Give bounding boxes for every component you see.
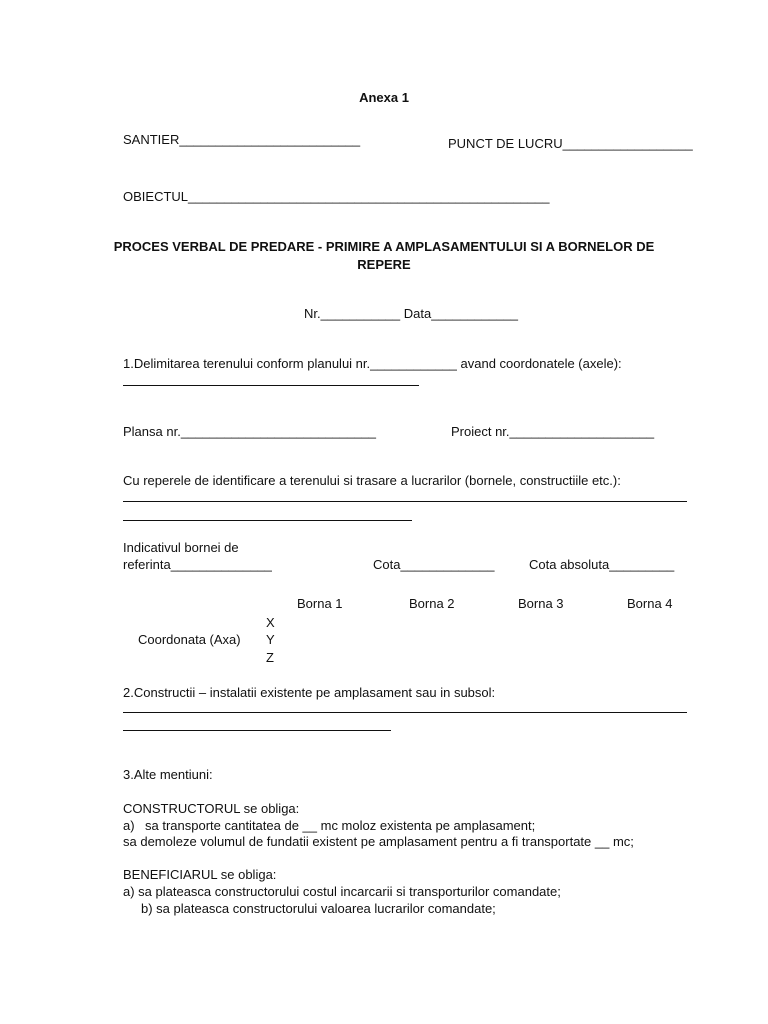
santier-field: SANTIER_________________________ <box>123 132 361 147</box>
axis-x-label: X <box>266 615 275 630</box>
nr-data-field: Nr.___________ Data____________ <box>304 306 518 321</box>
section-3-text: 3.Alte mentiuni: <box>123 767 213 782</box>
beneficiar-item-b: b) sa plateasca constructorului valoarea lucrarilor comandate; <box>141 901 496 916</box>
borna-4-header: Borna 4 <box>627 596 673 611</box>
section-2-blank-line-2 <box>123 730 391 731</box>
obiectul-field: OBIECTUL__________________________________________________ <box>123 189 550 204</box>
cota-field: Cota_____________ <box>373 557 495 572</box>
plansa-field: Plansa nr.___________________________ <box>123 424 377 439</box>
beneficiar-heading: BENEFICIARUL se obliga: <box>123 867 277 882</box>
cota-absoluta-field: Cota absoluta_________ <box>529 557 675 572</box>
constructor-item-b: sa demoleze volumul de fundatii existent pe amplasament pentru a fi transportate __ mc; <box>123 834 634 849</box>
proiect-field: Proiect nr.____________________ <box>451 424 655 439</box>
repere-text: Cu reperele de identificare a terenului si trasare a lucrarilor (bornele, constructiile etc.): <box>123 473 621 488</box>
beneficiar-item-a: a) sa plateasca constructorului costul incarcarii si transporturilor comandate; <box>123 884 561 899</box>
repere-blank-line-1 <box>123 501 687 502</box>
indicativ-label-line1: Indicativul bornei de <box>123 540 239 555</box>
repere-blank-line-2 <box>123 520 412 521</box>
document-title-line1: PROCES VERBAL DE PREDARE - PRIMIRE A AMPLASAMENTULUI SI A BORNELOR DE <box>113 239 655 254</box>
axis-z-label: Z <box>266 650 274 665</box>
section-2-text: 2.Constructii – instalatii existente pe amplasament sau in subsol: <box>123 685 496 700</box>
constructor-heading: CONSTRUCTORUL se obliga: <box>123 801 300 816</box>
punct-de-lucru-field: PUNCT DE LUCRU__________________ <box>448 136 693 151</box>
section-1-blank-line <box>123 385 419 386</box>
axis-y-label: Y <box>266 632 275 647</box>
borna-3-header: Borna 3 <box>518 596 564 611</box>
section-1-text: 1.Delimitarea terenului conform planului nr.____________ avand coordonatele (axele): <box>123 356 622 371</box>
constructor-item-a-marker: a) <box>123 818 135 833</box>
coordonata-label: Coordonata (Axa) <box>138 632 241 647</box>
document-title-line2: REPERE <box>357 257 411 272</box>
borna-2-header: Borna 2 <box>409 596 455 611</box>
borna-1-header: Borna 1 <box>297 596 343 611</box>
constructor-item-a: sa transporte cantitatea de __ mc moloz existenta pe amplasament; <box>145 818 536 833</box>
indicativ-label-line2: referinta______________ <box>123 557 272 572</box>
annex-label: Anexa 1 <box>359 90 409 105</box>
section-2-blank-line-1 <box>123 712 687 713</box>
